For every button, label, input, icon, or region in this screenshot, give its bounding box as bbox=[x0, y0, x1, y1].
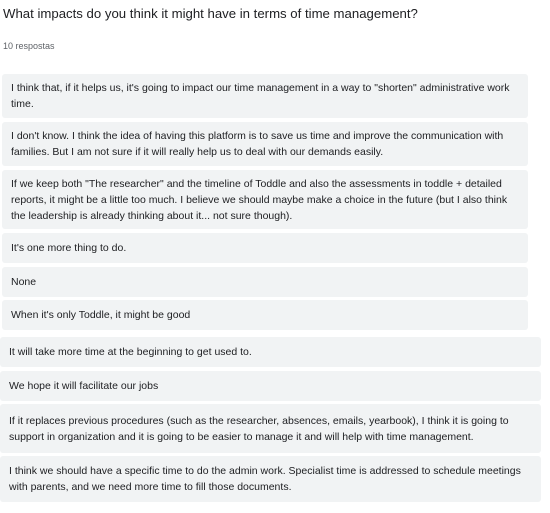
response-text: I think we should have a specific time to do the admin work. Specialist time is addressed to schedule meetings with parents, and we need more time to fill those documents. bbox=[9, 465, 521, 493]
response-text: I don't know. I think the idea of having this platform is to save us time and improve the communication with families. But I am not sure if it will really help us to deal with our demands easily. bbox=[11, 130, 504, 158]
response-item bbox=[0, 456, 541, 502]
response-item bbox=[0, 404, 541, 453]
response-item bbox=[2, 233, 528, 263]
response-text: When it's only Toddle, it might be good bbox=[11, 309, 191, 321]
response-item bbox=[0, 371, 541, 401]
response-item bbox=[2, 74, 528, 118]
question-title: What impacts do you think it might have in terms of time management? bbox=[3, 6, 418, 21]
response-text: It's one more thing to do. bbox=[11, 242, 127, 254]
response-text: I think that, if it helps us, it's going to impact our time management in a way to "shorten" administrative work time. bbox=[11, 82, 510, 110]
response-text: None bbox=[11, 276, 37, 288]
response-item bbox=[2, 300, 528, 330]
response-item bbox=[2, 170, 528, 229]
response-item bbox=[2, 267, 528, 297]
response-count: 10 respostas bbox=[3, 41, 55, 51]
response-text: If we keep both "The researcher" and the timeline of Toddle and also the assessments in toddle + detailed reports, it might be a little too much. I believe we should maybe make a choice in the future (but I also think the leadership is already thinking about it... not sure though). bbox=[11, 177, 508, 222]
response-item bbox=[0, 337, 541, 367]
response-text: We hope it will facilitate our jobs bbox=[9, 380, 159, 392]
response-item bbox=[2, 122, 528, 166]
response-text: It will take more time at the beginning to get used to. bbox=[9, 346, 252, 358]
response-text: If it replaces previous procedures (such as the researcher, absences, emails, yearbook), I think it is going to support in organization and it is going to be easier to manage it and will help with time management. bbox=[9, 414, 509, 443]
